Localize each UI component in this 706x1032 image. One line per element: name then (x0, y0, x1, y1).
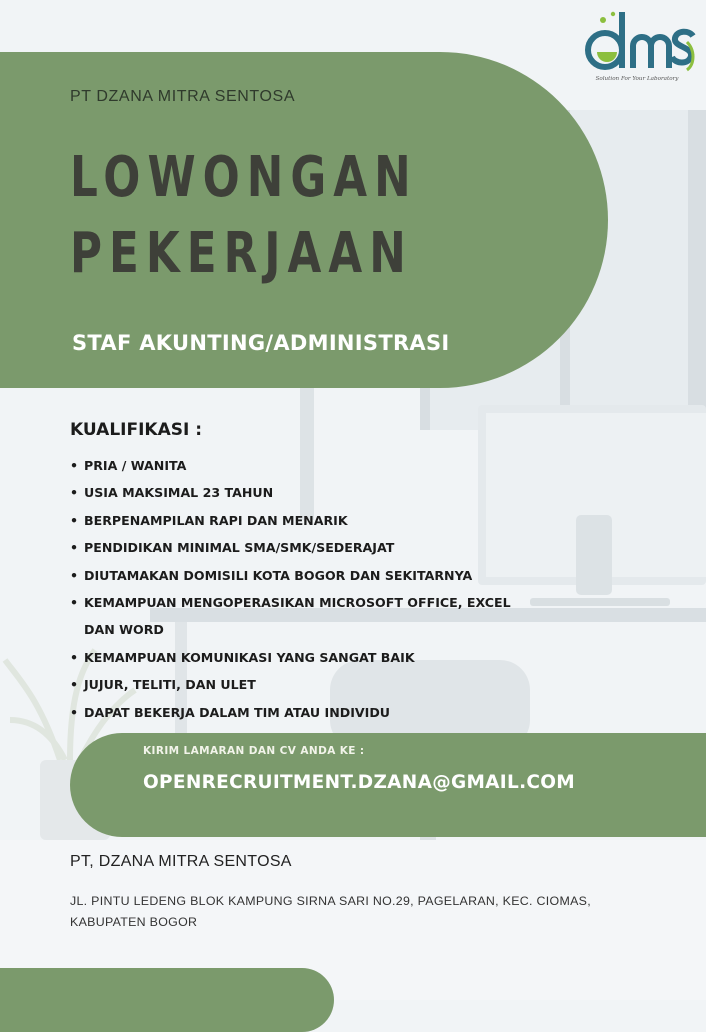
company-address: JL. PINTU LEDENG BLOK KAMPUNG SIRNA SARI NO.29, PAGELARAN, KEC. CIOMAS, KABUPATEN BOGOR (70, 894, 591, 929)
headline (70, 140, 418, 292)
qualification-item: • BERPENAMPILAN RAPI DAN MENARIK (70, 507, 590, 534)
qualification-item: • KEMAMPUAN KOMUNIKASI YANG SANGAT BAIK (70, 644, 590, 671)
footer-accent-panel (0, 968, 334, 1032)
logo-tagline: Solution For Your Laboratory (595, 76, 679, 82)
qualification-item: • DAPAT BEKERJA DALAM TIM ATAU INDIVIDU (70, 699, 590, 726)
qualification-item-continuation: DAN WORD (84, 622, 164, 638)
qualification-item: • PENDIDIKAN MINIMAL SMA/SMK/SEDERAJAT (70, 534, 590, 561)
job-position: STAF AKUNTING/ADMINISTRASI (72, 331, 450, 355)
qualifications-title: KUALIFIKASI : (70, 420, 203, 440)
contact-email[interactable]: OPENRECRUITMENT.DZANA@GMAIL.COM (143, 772, 576, 793)
qualification-item: • PRIA / WANITA (70, 452, 590, 479)
company-name-footer: PT, DZANA MITRA SENTOSA (70, 853, 292, 870)
qualification-item: • DIUTAMAKAN DOMISILI KOTA BOGOR DAN SEKITARNYA (70, 562, 590, 589)
qualification-item: • USIA MAKSIMAL 23 TAHUN (70, 479, 590, 506)
qualifications-list (70, 452, 590, 726)
contact-label: KIRIM LAMARAN DAN CV ANDA KE : (143, 745, 365, 757)
qualification-item: • KEMAMPUAN MENGOPERASIKAN MICROSOFT OFFICE, EXCEL (70, 589, 590, 616)
company-name-header: PT DZANA MITRA SENTOSA (70, 88, 296, 105)
headline-line-1: LOWONGAN (70, 145, 418, 210)
qualification-item: • JUJUR, TELITI, DAN ULET (70, 671, 590, 698)
headline-line-2: PEKERJAAN (70, 221, 413, 286)
